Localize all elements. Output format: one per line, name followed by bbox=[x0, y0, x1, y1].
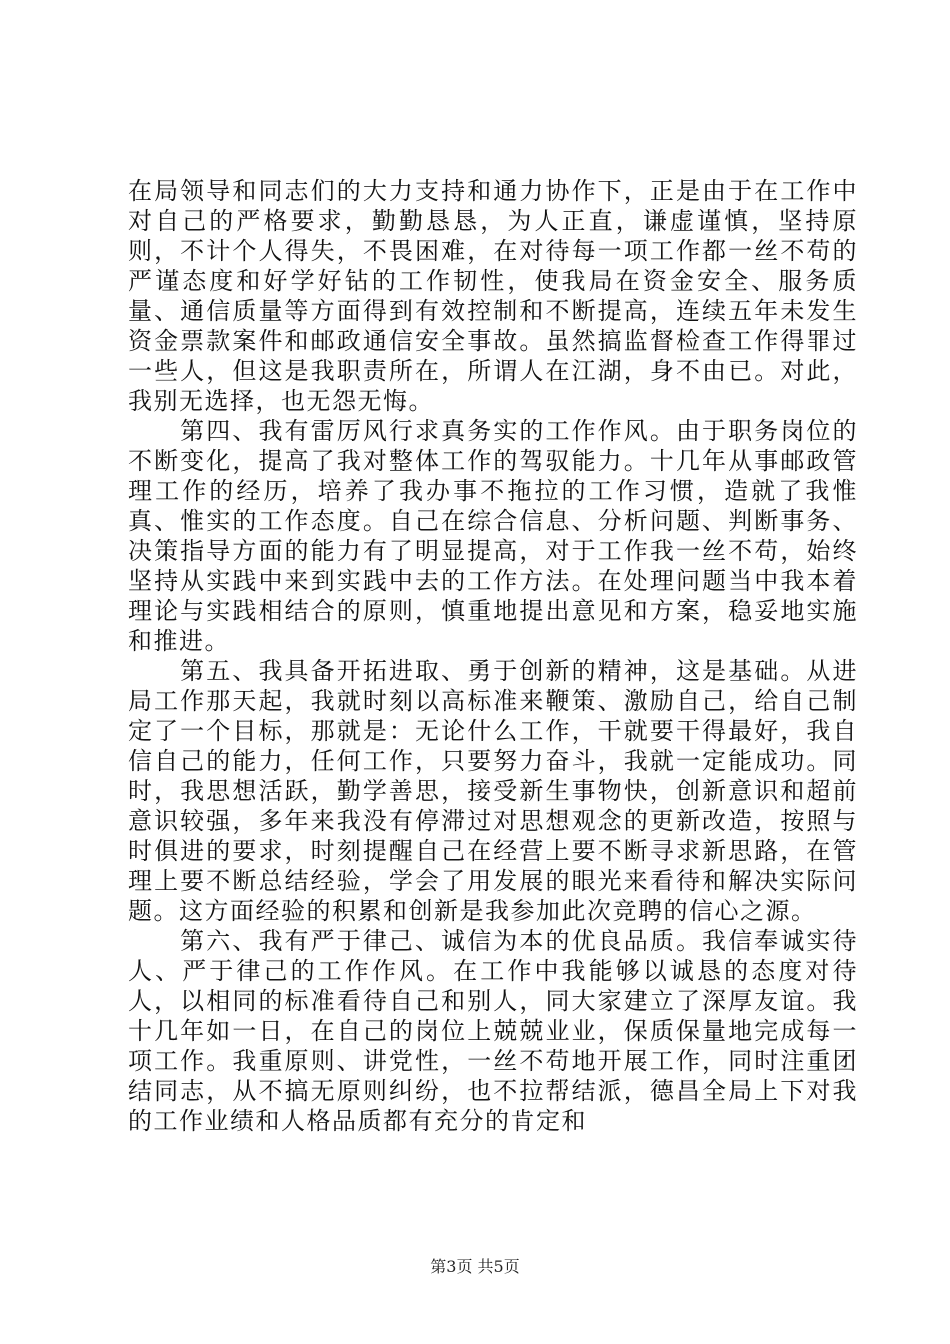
page-footer: 第3页 共5页 bbox=[430, 1257, 520, 1276]
document-body bbox=[128, 176, 858, 1136]
paragraph-4: 第六、我有严于律己、诚信为本的优良品质。我信奉诚实待人、严于律己的工作作风。在工作中我能够以诚恳的态度对待人，以相同的标准看待自己和别人，同大家建立了深厚友谊。我十几年如一日，在自己的岗位上兢兢业业，保质保量地完成每一项工作。我重原则、讲党性，一丝不苟地开展工作，同时注重团结同志，从不搞无原则纠纷，也不拉帮结派，德昌全局上下对我的工作业绩和人格品质都有充分的肯定和 bbox=[128, 927, 858, 1135]
paragraph-3: 第五、我具备开拓进取、勇于创新的精神，这是基础。从进局工作那天起，我就时刻以高标准来鞭策、激励自己，给自己制定了一个目标，那就是：无论什么工作，干就要干得最好，我自信自己的能力，任何工作，只要努力奋斗，我就一定能成功。同时，我思想活跃，勤学善思，接受新生事物快，创新意识和超前意识较强，多年来我没有停滞过对思想观念的更新改造，按照与时俱进的要求，时刻提醒自己在经营上要不断寻求新思路，在管理上要不断总结经验，学会了用发展的眼光来看待和解决实际问题。这方面经验的积累和创新是我参加此次竞聘的信心之源。 bbox=[128, 657, 858, 925]
paragraph-1: 在局领导和同志们的大力支持和通力协作下，正是由于在工作中对自己的严格要求，勤勤恳恳，为人正直，谦虚谨慎，坚持原则，不计个人得失，不畏困难，在对待每一项工作都一丝不苟的严谨态度和好学好钻的工作韧性，使我局在资金安全、服务质量、通信质量等方面得到有效控制和不断提高，连续五年未发生资金票款案件和邮政通信安全事故。虽然搞监督检查工作得罪过一些人，但这是我职责所在，所谓人在江湖，身不由已。对此，我别无选择，也无怨无悔。 bbox=[128, 177, 858, 415]
paragraph-2: 第四、我有雷厉风行求真务实的工作作风。由于职务岗位的不断变化，提高了我对整体工作的驾驭能力。十几年从事邮政管理工作的经历，培养了我办事不拖拉的工作习惯，造就了我惟真、惟实的工作态度。自己在综合信息、分析问题、判断事务、决策指导方面的能力有了明显提高，对于工作我一丝不苟，始终坚持从实践中来到实践中去的工作方法。在处理问题当中我本着理论与实践相结合的原则，慎重地提出意见和方案，稳妥地实施和推进。 bbox=[128, 417, 858, 655]
